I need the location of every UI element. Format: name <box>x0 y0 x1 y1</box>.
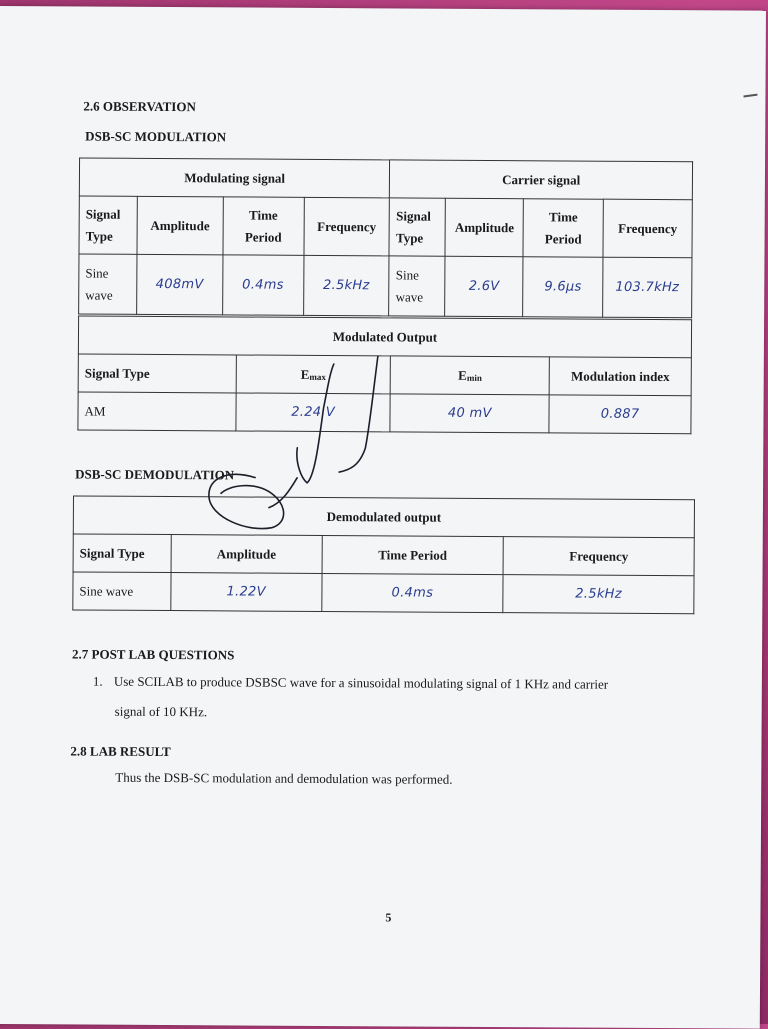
col-carrier-signal-type: Signal Type <box>389 198 445 256</box>
signal-type-line2: wave <box>85 287 113 303</box>
section-observation-heading: 2.6 OBSERVATION <box>83 98 196 115</box>
section-post-lab-heading: 2.7 POST LAB QUESTIONS <box>71 646 235 663</box>
demod-signal-type: Sine wave <box>73 572 171 611</box>
modulation-data-row <box>79 254 692 318</box>
col-carrier-frequency: Frequency <box>603 199 692 258</box>
section-modulation-heading: DSB-SC MODULATION <box>85 128 227 145</box>
demod-col-signal-type: Signal Type <box>73 534 171 573</box>
modulation-group-row <box>79 158 692 200</box>
carrier-signal-header: Carrier signal <box>390 160 693 200</box>
carrier-signal-type-line2: wave <box>395 288 424 305</box>
col-carrier-time-period: Time Period <box>523 199 603 257</box>
question-line-2: signal of 10 KHz. <box>114 703 208 720</box>
cell-car-time-period: 9.6μs <box>523 257 603 317</box>
demod-col-time-period: Time Period <box>322 535 504 574</box>
col-signal-type: Signal Type <box>79 196 137 254</box>
section-lab-result-heading: 2.8 LAB RESULT <box>70 743 171 760</box>
out-col-mod-index: Modulation index <box>549 357 691 396</box>
demod-data-row <box>73 572 694 614</box>
modulated-output-table <box>77 315 692 434</box>
modulation-table <box>78 157 693 318</box>
demod-amplitude-value: 1.22V <box>171 573 322 612</box>
post-lab-question-1 <box>93 667 703 731</box>
demod-col-amplitude: Amplitude <box>171 535 322 574</box>
page-number: 5 <box>385 910 392 925</box>
cell-carrier-signal-type <box>389 256 445 316</box>
edge-pen-mark <box>743 94 757 98</box>
demodulated-output-header: Demodulated output <box>73 496 694 538</box>
section-demodulation-heading: DSB-SC DEMODULATION <box>75 466 235 483</box>
demod-title-row <box>73 496 694 538</box>
col-frequency: Frequency <box>304 197 390 256</box>
demod-frequency-value: 2.5kHz <box>503 575 694 614</box>
out-col-emin: Emin <box>391 356 550 395</box>
document-page <box>0 6 766 1029</box>
demodulation-table <box>72 495 695 614</box>
signal-type-line1: Sine <box>85 265 109 281</box>
col-amplitude: Amplitude <box>137 196 223 255</box>
question-line-1: Use SCILAB to produce DSBSC wave for a sinusoidal modulating signal of 1 KHz and carrier <box>113 673 609 692</box>
cell-mod-time-period: 0.4ms <box>222 255 303 315</box>
modulation-column-row <box>79 196 692 258</box>
lab-result-text: Thus the DSB-SC modulation and demodulation was performed. <box>115 769 453 787</box>
col-carrier-amplitude: Amplitude <box>445 198 523 256</box>
out-mod-index-value: 0.887 <box>549 395 691 434</box>
out-col-signal-type: Signal Type <box>78 354 236 393</box>
carrier-signal-type-line1: Sine <box>395 266 419 283</box>
cell-car-frequency: 103.7kHz <box>603 257 692 318</box>
out-emax-value: 2.24 V <box>236 393 391 432</box>
out-col-emax: Emax <box>236 355 391 394</box>
out-emin-value: 40 mV <box>390 394 549 433</box>
cell-mod-frequency: 2.5kHz <box>303 255 389 316</box>
question-number: 1. <box>92 673 103 689</box>
modulating-signal-header: Modulating signal <box>79 158 390 198</box>
modulated-output-header: Modulated Output <box>78 316 691 358</box>
cell-signal-type <box>79 254 137 314</box>
demod-column-row <box>73 534 694 576</box>
cell-mod-amplitude: 408mV <box>137 254 223 315</box>
modulated-output-title-row <box>78 316 691 358</box>
col-time-period: Time Period <box>223 197 304 255</box>
demod-col-frequency: Frequency <box>503 537 694 576</box>
cell-car-amplitude: 2.6V <box>445 256 523 316</box>
modulated-output-data-row <box>78 392 691 434</box>
modulated-output-column-row <box>78 354 691 396</box>
out-signal-type: AM <box>78 392 236 431</box>
demod-time-period-value: 0.4ms <box>321 573 503 612</box>
